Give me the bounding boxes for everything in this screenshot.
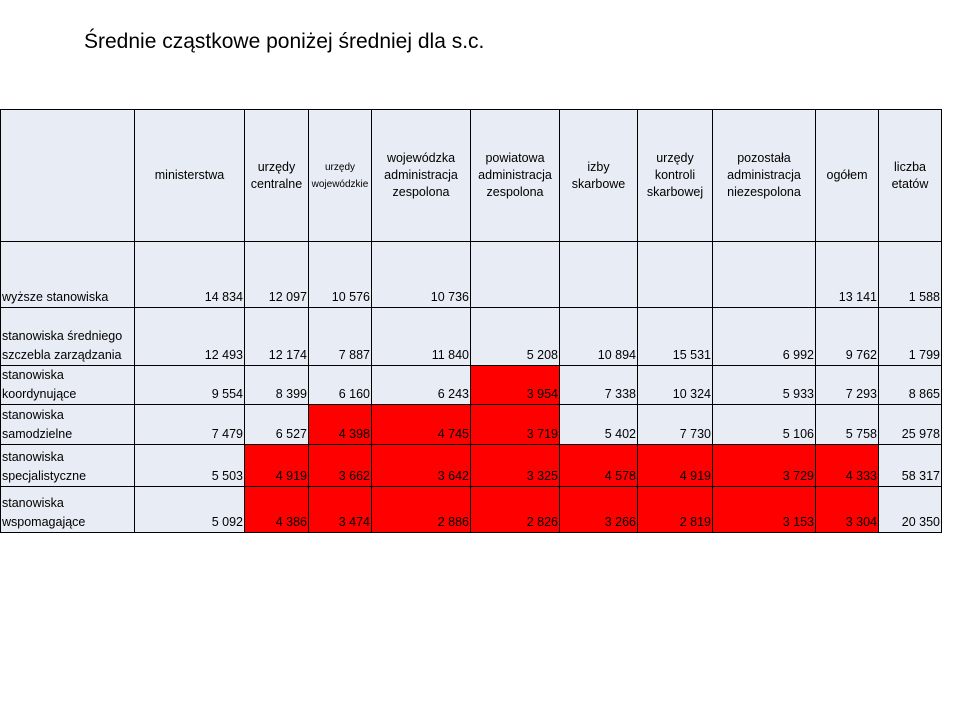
table-row xyxy=(1,242,942,308)
column-header: urzędy kontroli skarbowej xyxy=(638,110,713,242)
value-cell: 6 160 xyxy=(309,366,372,405)
value-cell: 5 106 xyxy=(713,405,816,445)
value-cell: 8 865 xyxy=(879,366,942,405)
value-cell-below-average: 4 333 xyxy=(816,445,879,487)
table-row xyxy=(1,366,942,405)
column-header: ministerstwa xyxy=(135,110,245,242)
value-cell: 9 554 xyxy=(135,366,245,405)
value-cell-below-average: 3 266 xyxy=(560,487,638,533)
value-cell: 10 894 xyxy=(560,308,638,366)
value-cell: 6 992 xyxy=(713,308,816,366)
value-cell-below-average: 4 398 xyxy=(309,405,372,445)
value-cell: 10 324 xyxy=(638,366,713,405)
row-label: stanowiska samodzielne xyxy=(1,405,135,445)
value-cell xyxy=(560,242,638,308)
column-header: liczba etatów xyxy=(879,110,942,242)
value-cell-below-average: 3 325 xyxy=(471,445,560,487)
table-row xyxy=(1,487,942,533)
value-cell-below-average: 3 304 xyxy=(816,487,879,533)
value-cell-below-average: 3 954 xyxy=(471,366,560,405)
table-row xyxy=(1,405,942,445)
value-cell: 12 097 xyxy=(245,242,309,308)
value-cell: 5 503 xyxy=(135,445,245,487)
salary-table xyxy=(0,109,942,533)
row-label: stanowiska koordynujące xyxy=(1,366,135,405)
value-cell-below-average: 4 745 xyxy=(372,405,471,445)
value-cell-below-average: 4 919 xyxy=(638,445,713,487)
value-cell-below-average: 3 662 xyxy=(309,445,372,487)
value-cell xyxy=(638,242,713,308)
column-header: wojewódzka administracja zespolona xyxy=(372,110,471,242)
value-cell-below-average: 3 642 xyxy=(372,445,471,487)
value-cell-below-average: 4 919 xyxy=(245,445,309,487)
value-cell-below-average: 4 578 xyxy=(560,445,638,487)
value-cell: 58 317 xyxy=(879,445,942,487)
column-header: izby skarbowe xyxy=(560,110,638,242)
value-cell: 14 834 xyxy=(135,242,245,308)
column-header: urzędy wojewódzkie xyxy=(309,110,372,242)
value-cell: 7 730 xyxy=(638,405,713,445)
row-label: stanowiska wspomagające xyxy=(1,487,135,533)
value-cell-below-average: 3 153 xyxy=(713,487,816,533)
value-cell: 7 293 xyxy=(816,366,879,405)
row-label: stanowiska średniego szczebla zarządzania xyxy=(1,308,135,366)
value-cell: 7 887 xyxy=(309,308,372,366)
value-cell: 5 402 xyxy=(560,405,638,445)
value-cell: 5 758 xyxy=(816,405,879,445)
value-cell: 12 174 xyxy=(245,308,309,366)
column-header: urzędy centralne xyxy=(245,110,309,242)
value-cell: 10 736 xyxy=(372,242,471,308)
table-body xyxy=(1,242,942,533)
value-cell: 9 762 xyxy=(816,308,879,366)
value-cell: 6 243 xyxy=(372,366,471,405)
header-row xyxy=(1,110,942,242)
value-cell: 5 092 xyxy=(135,487,245,533)
value-cell: 1 799 xyxy=(879,308,942,366)
value-cell: 7 479 xyxy=(135,405,245,445)
value-cell-below-average: 2 886 xyxy=(372,487,471,533)
value-cell: 12 493 xyxy=(135,308,245,366)
corner-cell xyxy=(1,110,135,242)
column-header: pozostała administracja niezespolona xyxy=(713,110,816,242)
value-cell: 6 527 xyxy=(245,405,309,445)
value-cell xyxy=(471,242,560,308)
value-cell: 1 588 xyxy=(879,242,942,308)
column-header: ogółem xyxy=(816,110,879,242)
value-cell: 10 576 xyxy=(309,242,372,308)
row-label: wyższe stanowiska xyxy=(1,242,135,308)
value-cell-below-average: 4 386 xyxy=(245,487,309,533)
value-cell xyxy=(713,242,816,308)
value-cell: 15 531 xyxy=(638,308,713,366)
table-row xyxy=(1,308,942,366)
value-cell-below-average: 3 729 xyxy=(713,445,816,487)
value-cell-below-average: 2 819 xyxy=(638,487,713,533)
row-label: stanowiska specjalistyczne xyxy=(1,445,135,487)
value-cell: 13 141 xyxy=(816,242,879,308)
value-cell: 5 933 xyxy=(713,366,816,405)
value-cell-below-average: 3 474 xyxy=(309,487,372,533)
value-cell: 11 840 xyxy=(372,308,471,366)
value-cell: 8 399 xyxy=(245,366,309,405)
value-cell-below-average: 3 719 xyxy=(471,405,560,445)
value-cell-below-average: 2 826 xyxy=(471,487,560,533)
slide-title: Średnie cząstkowe poniżej średniej dla s.c. xyxy=(84,30,485,53)
table-row xyxy=(1,445,942,487)
value-cell: 25 978 xyxy=(879,405,942,445)
column-header: powiatowa administracja zespolona xyxy=(471,110,560,242)
value-cell: 7 338 xyxy=(560,366,638,405)
value-cell: 5 208 xyxy=(471,308,560,366)
value-cell: 20 350 xyxy=(879,487,942,533)
